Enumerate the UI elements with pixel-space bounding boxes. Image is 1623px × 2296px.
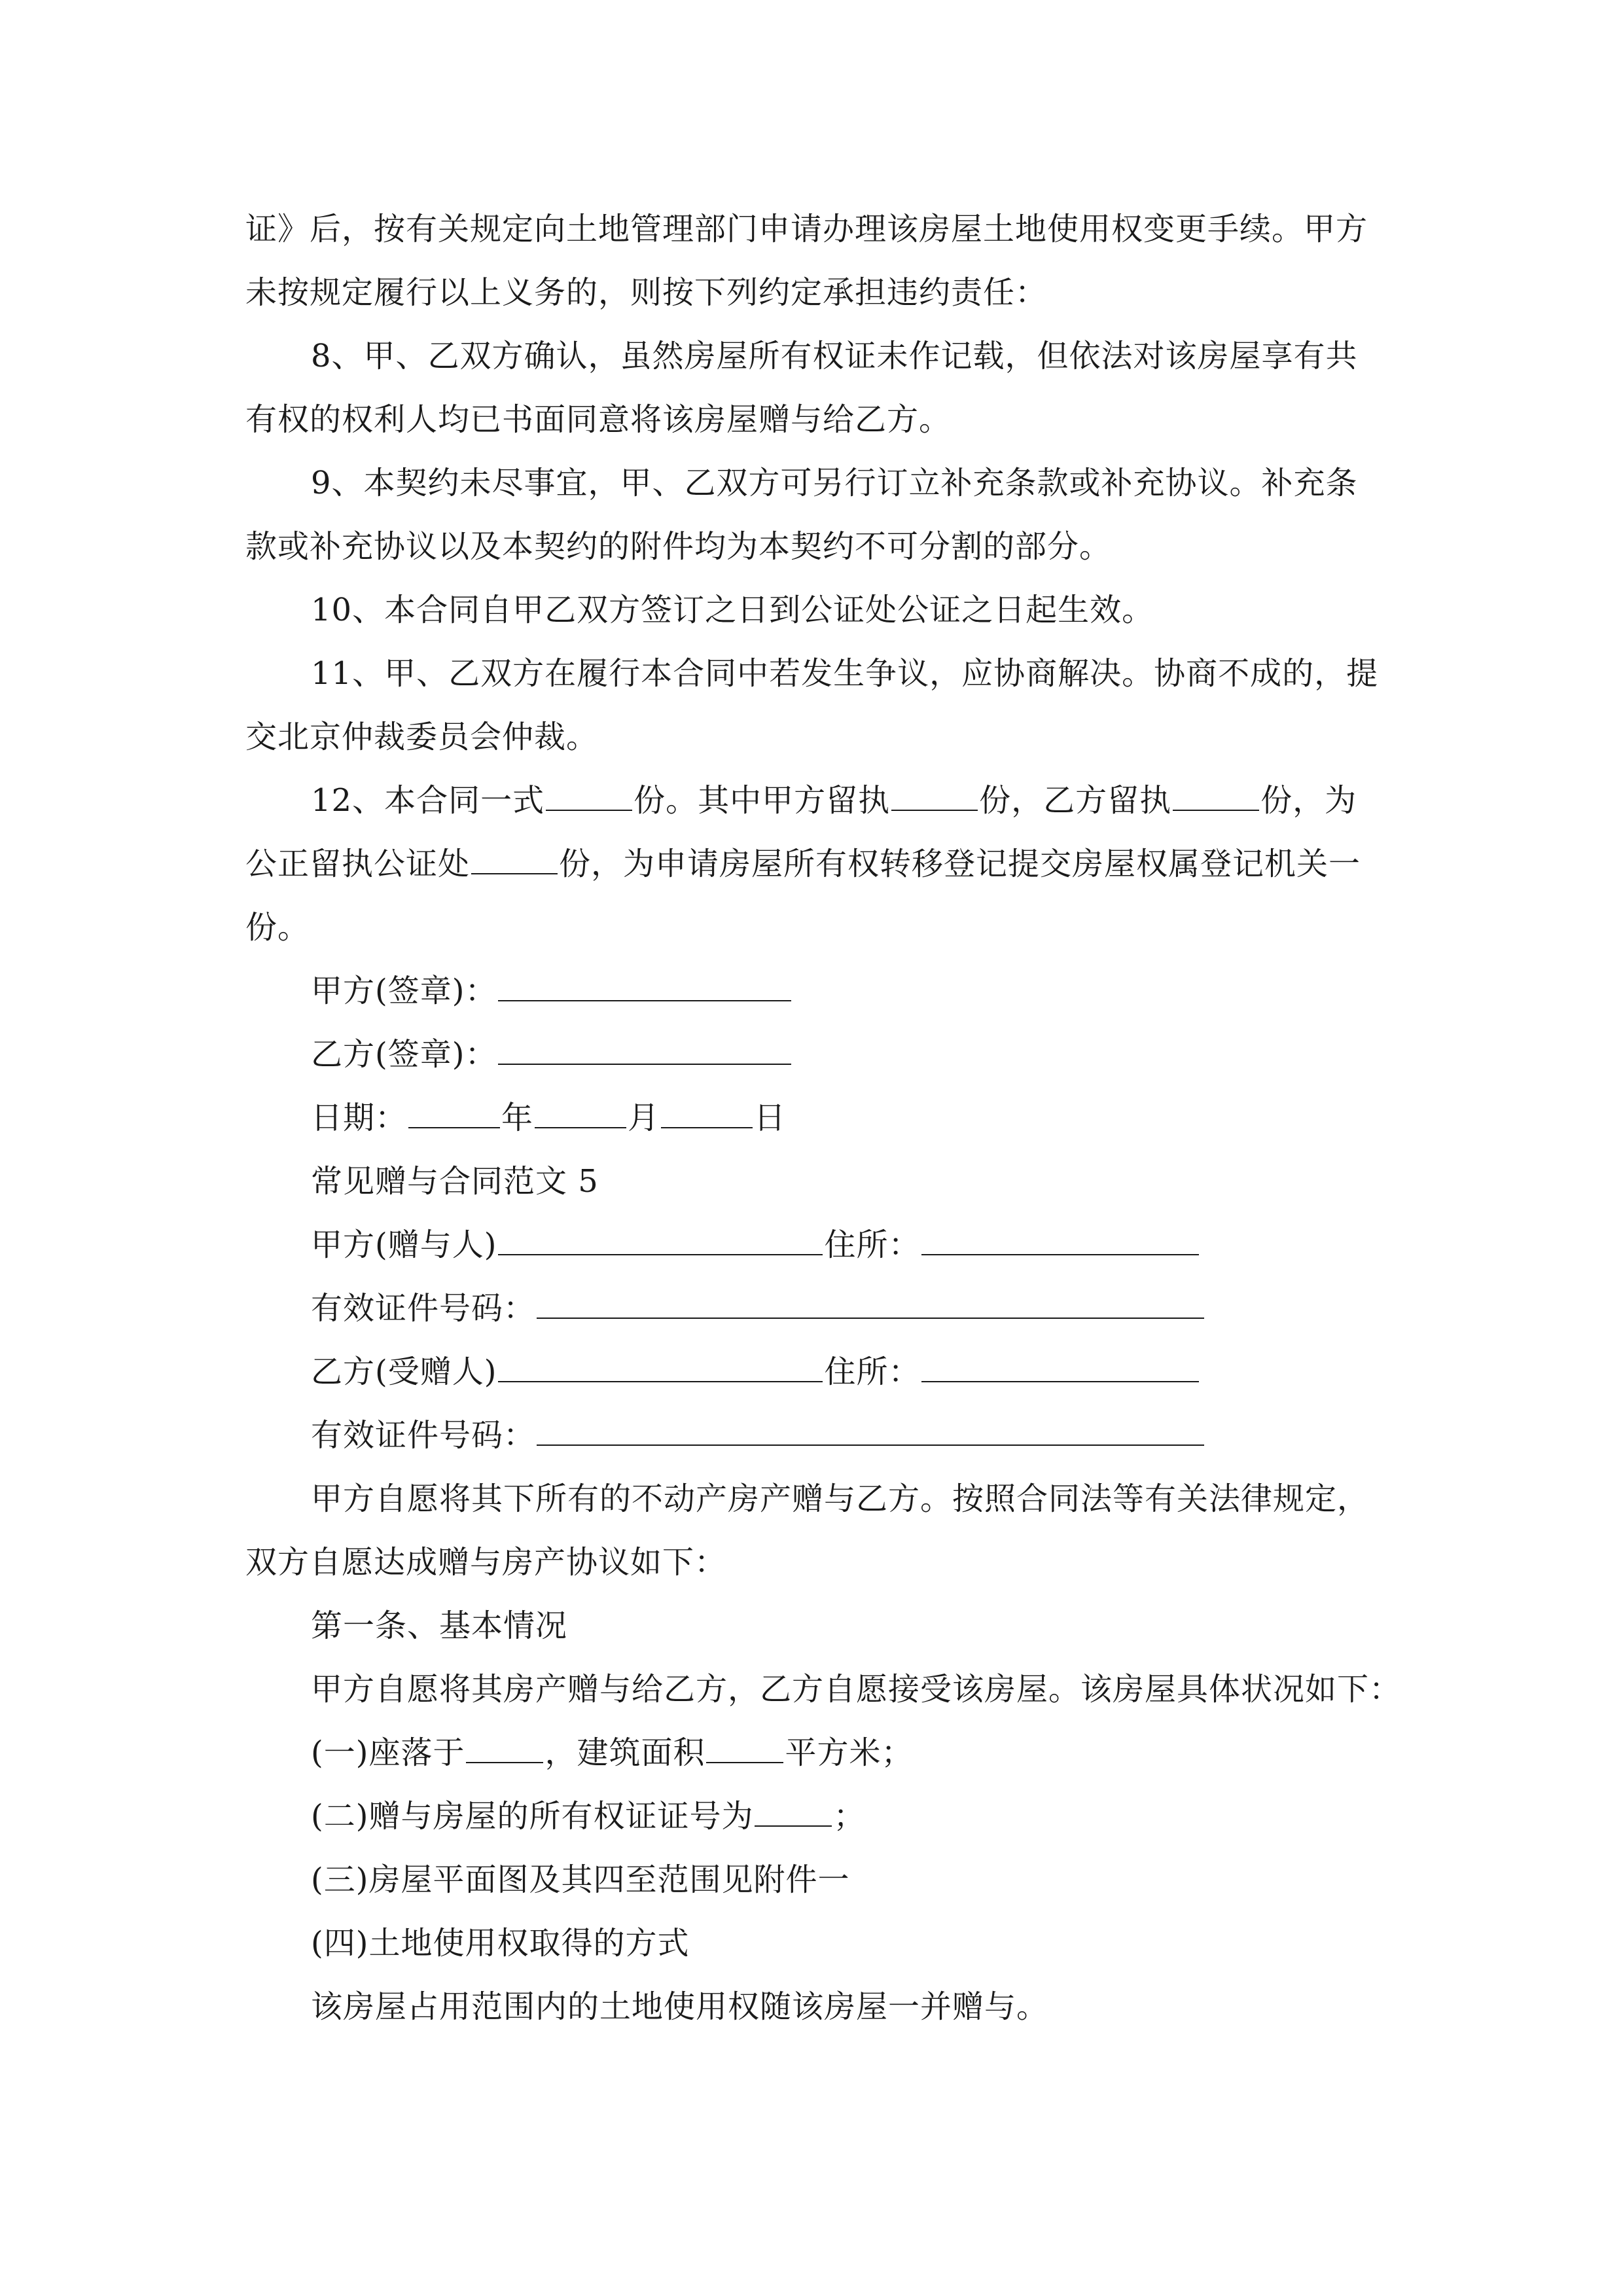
paragraph-line: 8、甲、乙双方确认，虽然房屋所有权证未作记载，但依法对该房屋享有共	[311, 338, 1358, 374]
paragraph-line: 双方自愿达成赠与房产协议如下：	[245, 1544, 727, 1581]
text-segment: 公正留执公证处	[245, 846, 471, 882]
paragraph-line: 款或补充协议以及本契约的附件均为本契约不可分割的部分。	[245, 528, 1112, 565]
donee-name-field[interactable]	[498, 1352, 823, 1382]
item-line	[311, 1733, 914, 1772]
id-label: 有效证件号码：	[311, 1417, 536, 1454]
section-title: 常见赠与合同范文 5	[311, 1163, 599, 1200]
donee-label: 乙方(受赠人)	[311, 1354, 497, 1390]
signature-line-party-b	[311, 1035, 793, 1074]
signature-label: 乙方(签章)：	[311, 1036, 497, 1073]
year-field[interactable]	[408, 1098, 500, 1128]
paragraph-line	[245, 844, 1361, 884]
day-field[interactable]	[661, 1098, 753, 1128]
party-b-signature-field[interactable]	[498, 1035, 791, 1065]
paragraph-line: 9、本契约未尽事宜，甲、乙双方可另行订立补充条款或补充协议。补充条	[311, 465, 1358, 501]
text-segment: 份，为申请房屋所有权转移登记提交房屋权属登记机关一	[559, 846, 1361, 882]
paragraph-line: 份。	[245, 909, 310, 946]
donee-address-field[interactable]	[921, 1352, 1199, 1382]
paragraph-line	[311, 781, 1357, 820]
text-segment: 份，为	[1260, 782, 1357, 819]
text-segment: 份，乙方留执	[979, 782, 1172, 819]
donor-name-field[interactable]	[498, 1225, 823, 1255]
copies-party-a-blank[interactable]	[891, 781, 978, 811]
paragraph-line: 11、甲、乙双方在履行本合同中若发生争议，应协商解决。协商不成的，提	[311, 655, 1379, 692]
signature-line-party-a	[311, 971, 793, 1011]
paragraph-line: 甲方自愿将其下所有的不动产房产赠与乙方。按照合同法等有关法律规定，	[311, 1480, 1370, 1517]
paragraph-line: 有权的权利人均已书面同意将该房屋赠与给乙方。	[245, 401, 952, 438]
text-segment: ；	[833, 1798, 866, 1835]
article-heading: 第一条、基本情况	[311, 1607, 568, 1644]
date-line	[311, 1098, 786, 1138]
id-label: 有效证件号码：	[311, 1290, 536, 1327]
donee-id-field[interactable]	[537, 1416, 1204, 1446]
address-label: 住所：	[824, 1354, 921, 1390]
item-line: (三)房屋平面图及其四至范围见附件一	[311, 1861, 850, 1898]
copies-total-blank[interactable]	[546, 781, 632, 811]
text-segment: (二)赠与房屋的所有权证证号为	[311, 1798, 754, 1835]
day-label: 日	[754, 1100, 787, 1136]
text-segment: 平方米；	[785, 1734, 914, 1771]
party-a-signature-field[interactable]	[498, 971, 791, 1001]
donor-id-field[interactable]	[537, 1289, 1204, 1319]
month-field[interactable]	[535, 1098, 626, 1128]
paragraph-line: 甲方自愿将其房产赠与给乙方，乙方自愿接受该房屋。该房屋具体状况如下：	[311, 1671, 1402, 1708]
copies-party-b-blank[interactable]	[1173, 781, 1259, 811]
month-label: 月	[628, 1100, 660, 1136]
donee-line	[311, 1352, 1200, 1391]
year-label: 年	[501, 1100, 534, 1136]
item-line	[311, 1797, 865, 1836]
date-label: 日期：	[311, 1100, 408, 1136]
donor-label: 甲方(赠与人)	[311, 1227, 497, 1263]
signature-label: 甲方(签章)：	[311, 973, 497, 1009]
text-segment: 12、本合同一式	[311, 782, 545, 819]
paragraph-line: 交北京仲裁委员会仲裁。	[245, 719, 599, 755]
donor-id-line	[311, 1289, 1205, 1328]
item-line: (四)土地使用权取得的方式	[311, 1925, 690, 1962]
paragraph-line: 未按规定履行以上义务的，则按下列约定承担违约责任：	[245, 274, 1048, 311]
address-label: 住所：	[824, 1227, 921, 1263]
donor-line	[311, 1225, 1200, 1265]
certificate-number-field[interactable]	[755, 1797, 832, 1827]
donee-id-line	[311, 1416, 1205, 1455]
text-segment: ，建筑面积	[544, 1734, 705, 1771]
copies-notary-blank[interactable]	[471, 844, 558, 874]
paragraph-line: 10、本合同自甲乙双方签订之日到公证处公证之日起生效。	[311, 592, 1154, 628]
text-segment: 份。其中甲方留执	[633, 782, 891, 819]
paragraph-line: 证》后，按有关规定向土地管理部门申请办理该房屋土地使用权变更手续。甲方	[245, 211, 1368, 247]
text-segment: (一)座落于	[311, 1734, 465, 1771]
location-field[interactable]	[466, 1733, 543, 1763]
area-field[interactable]	[706, 1733, 783, 1763]
paragraph-line: 该房屋占用范围内的土地使用权随该房屋一并赠与。	[311, 1988, 1049, 2025]
donor-address-field[interactable]	[921, 1225, 1199, 1255]
